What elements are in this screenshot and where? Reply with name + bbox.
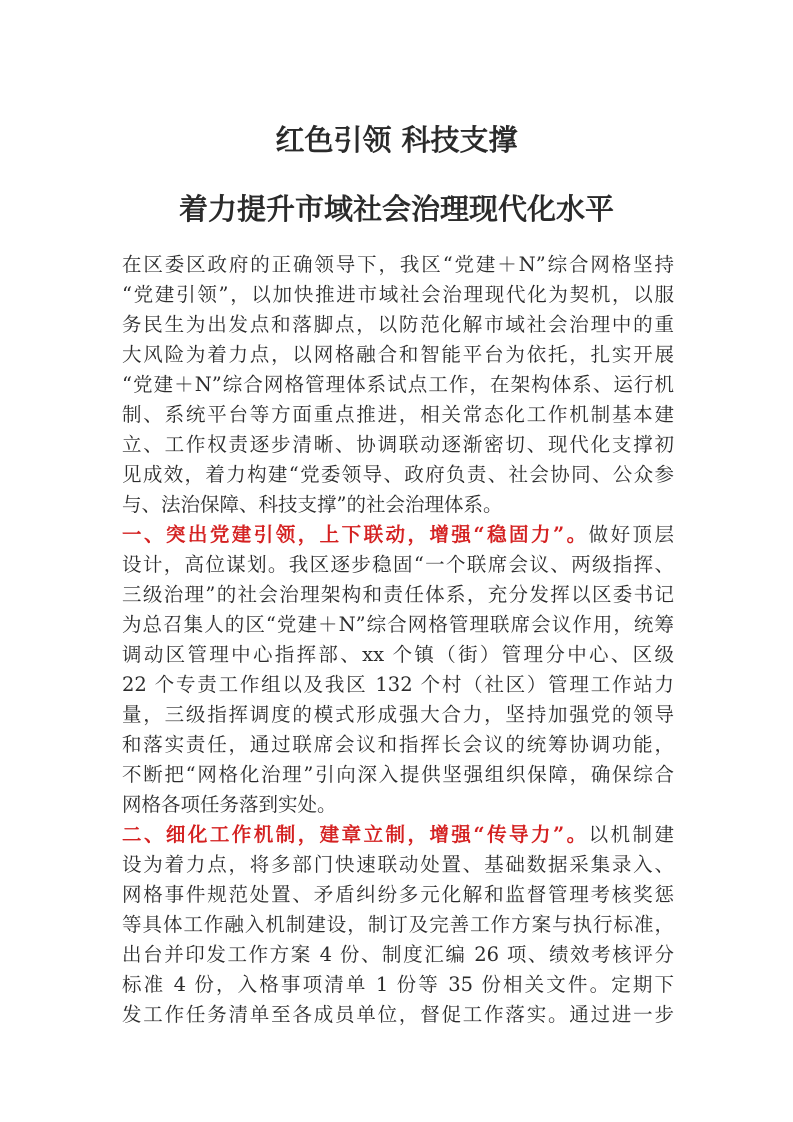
text-line: 等具体工作融入机制建设，制订及完善工作方案与执行标准， bbox=[122, 913, 674, 936]
text-line: 立、工作权责逐步清晰、协调联动逐渐密切、现代化支撑初 bbox=[122, 433, 674, 456]
section-2-heading: 二、细化工作机制，建章立制，增强“传导力”。 bbox=[122, 823, 589, 846]
text-line: 在区委区政府的正确领导下，我区“党建＋N”综合网格坚持 bbox=[122, 253, 674, 276]
section-1-heading: 一、突出党建引领，上下联动，增强“稳固力”。 bbox=[122, 523, 589, 546]
section-1-paragraph bbox=[122, 520, 674, 820]
text-line: 出台并印发工作方案 4 份、制度汇编 26 项、绩效考核评分 bbox=[122, 943, 674, 966]
text-line: 设为着力点，将多部门快速联动处置、基础数据采集录入、 bbox=[122, 853, 674, 876]
text-line: “党建引领”，以加快推进市域社会治理现代化为契机，以服 bbox=[122, 283, 674, 306]
text-line: 制、系统平台等方面重点推进，相关常态化工作机制基本建 bbox=[122, 403, 674, 426]
text-line: 量，三级指挥调度的模式形成强大合力，坚持加强党的领导 bbox=[122, 703, 674, 726]
text-line: 发工作任务清单至各成员单位，督促工作落实。通过进一步 bbox=[122, 1003, 674, 1026]
text-line: 22 个专责工作组以及我区 132 个村（社区）管理工作站力 bbox=[122, 673, 674, 696]
text-line: 设计，高位谋划。我区逐步稳固“一个联席会议、两级指挥、 bbox=[122, 553, 674, 576]
text-line: 和落实责任，通过联席会议和指挥长会议的统筹协调功能， bbox=[122, 733, 674, 756]
section-2-paragraph bbox=[122, 820, 674, 1030]
text-line: 网格各项任务落到实处。 bbox=[122, 793, 337, 816]
text-line: 三级治理”的社会治理架构和责任体系，充分发挥以区委书记 bbox=[122, 583, 674, 606]
section-1-first-line bbox=[122, 520, 674, 550]
document-title-line2: 着力提升市域社会治理现代化水平 bbox=[178, 192, 614, 226]
text-line: 网格事件规范处置、矛盾纠纷多元化解和监督管理考核奖惩 bbox=[122, 883, 674, 906]
text-line: 调动区管理中心指挥部、xx 个镇（街）管理分中心、区级 bbox=[122, 643, 674, 666]
text-line: 大风险为着力点，以网格融合和智能平台为依托，扎实开展 bbox=[122, 343, 674, 366]
text-line: 不断把“网格化治理”引向深入提供坚强组织保障，确保综合 bbox=[122, 763, 674, 786]
document-body bbox=[122, 250, 674, 1030]
text-line: 见成效，着力构建“党委领导、政府负责、社会协同、公众参 bbox=[122, 463, 674, 486]
text-line: 为总召集人的区“党建＋N”综合网格管理联席会议作用，统筹 bbox=[122, 613, 674, 636]
section-2-first-line bbox=[122, 820, 674, 850]
section-1-first-line-rest: 做好顶层 bbox=[588, 523, 674, 546]
text-line: 标准 4 份，入格事项清单 1 份等 35 份相关文件。定期下 bbox=[122, 973, 674, 996]
document-title-line1: 红色引领 科技支撑 bbox=[275, 123, 518, 157]
intro-paragraph bbox=[122, 250, 674, 520]
text-line: 务民生为出发点和落脚点，以防范化解市域社会治理中的重 bbox=[122, 313, 674, 336]
section-2-first-line-rest: 以机制建 bbox=[588, 823, 674, 846]
text-line: “党建＋N”综合网格管理体系试点工作，在架构体系、运行机 bbox=[122, 373, 674, 396]
text-line: 与、法治保障、科技支撑”的社会治理体系。 bbox=[122, 493, 503, 516]
